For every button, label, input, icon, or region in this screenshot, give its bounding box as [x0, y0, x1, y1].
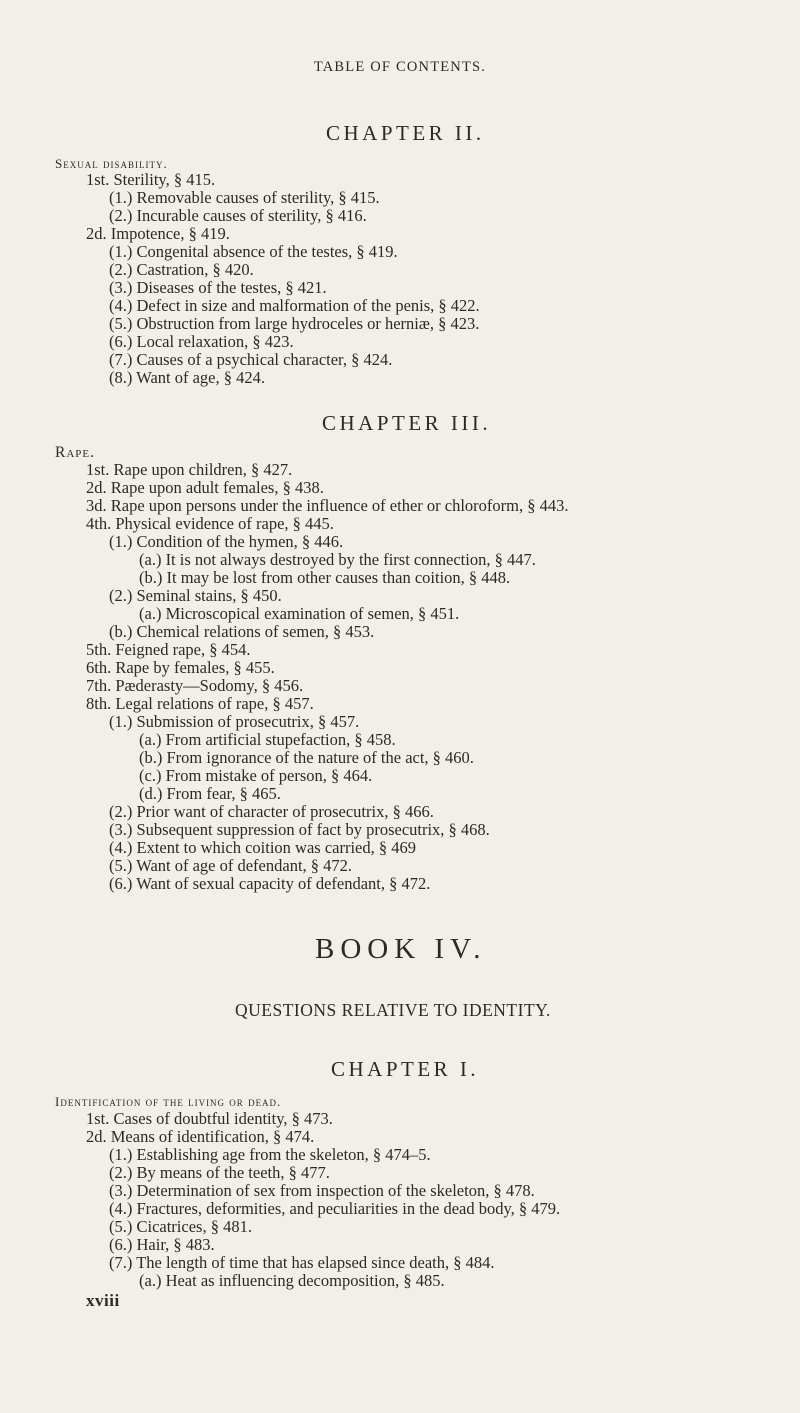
toc-entry: (2.) By means of the teeth, § 477.	[109, 1163, 330, 1182]
toc-entry: (2.) Prior want of character of prosecutrix, § 466.	[109, 802, 434, 821]
book-iv-heading: BOOK IV.	[315, 933, 487, 965]
toc-entry: (4.) Extent to which coition was carried, § 469	[109, 838, 416, 857]
toc-entry: (6.) Local relaxation, § 423.	[109, 332, 294, 351]
chapter-i-heading: CHAPTER I.	[331, 1057, 480, 1081]
toc-entry: (5.) Want of age of defendant, § 472.	[109, 856, 353, 875]
toc-entry: (2.) Seminal stains, § 450.	[109, 586, 282, 605]
chapter-iii-heading: CHAPTER III.	[322, 411, 492, 435]
toc-entry: (3.) Determination of sex from inspection of the skeleton, § 478.	[109, 1181, 535, 1200]
section-sexual-disability: Sexual disability.	[55, 156, 168, 171]
toc-entry: (a.) From artificial stupefaction, § 458.	[139, 730, 396, 749]
toc-entry: (b.) Chemical relations of semen, § 453.	[109, 622, 375, 641]
toc-entry: (a.) Microscopical examination of semen, § 451.	[139, 604, 460, 623]
toc-entry: (1.) Condition of the hymen, § 446.	[109, 532, 344, 551]
toc-entry: 5th. Feigned rape, § 454.	[86, 640, 251, 659]
toc-entry: 2d. Impotence, § 419.	[86, 224, 230, 243]
toc-entry: (d.) From fear, § 465.	[139, 784, 281, 803]
toc-entry: 3d. Rape upon persons under the influence of ether or chloroform, § 443.	[86, 496, 569, 515]
toc-entry: 4th. Physical evidence of rape, § 445.	[86, 514, 334, 533]
toc-entry: (3.) Subsequent suppression of fact by prosecutrix, § 468.	[109, 820, 490, 839]
toc-entry: (5.) Obstruction from large hydroceles or herniæ, § 423.	[109, 314, 480, 333]
toc-entry: (b.) It may be lost from other causes than coition, § 448.	[139, 568, 511, 587]
toc-entry: (a.) Heat as influencing decomposition, § 485.	[139, 1271, 445, 1290]
section-identification: Identification of the living or dead.	[55, 1094, 282, 1109]
toc-entry: (b.) From ignorance of the nature of the act, § 460.	[139, 748, 474, 767]
toc-entry: (c.) From mistake of person, § 464.	[139, 766, 373, 785]
toc-entry: (5.) Cicatrices, § 481.	[109, 1217, 252, 1236]
toc-entry: 2d. Rape upon adult females, § 438.	[86, 478, 324, 497]
running-head: TABLE OF CONTENTS.	[313, 59, 487, 75]
toc-entry: 7th. Pæderasty—Sodomy, § 456.	[86, 676, 304, 695]
toc-entry: 1st. Sterility, § 415.	[86, 170, 216, 189]
toc-entry: 1st. Rape upon children, § 427.	[86, 460, 293, 479]
toc-entry: 1st. Cases of doubtful identity, § 473.	[86, 1109, 333, 1128]
toc-entry: 2d. Means of identification, § 474.	[86, 1127, 315, 1146]
toc-entry: (6.) Hair, § 483.	[109, 1235, 215, 1254]
toc-entry: (6.) Want of sexual capacity of defendant, § 472.	[109, 874, 431, 893]
toc-entry: (1.) Removable causes of sterility, § 415.	[109, 188, 380, 207]
toc-entry: (8.) Want of age, § 424.	[109, 368, 265, 387]
toc-entry: (7.) Causes of a psychical character, § 424.	[109, 350, 393, 369]
toc-entry: 8th. Legal relations of rape, § 457.	[86, 694, 314, 713]
chapter-ii-heading: CHAPTER II.	[326, 121, 485, 145]
toc-entry: (a.) It is not always destroyed by the first connection, § 447.	[139, 550, 536, 569]
toc-entry: (2.) Castration, § 420.	[109, 260, 254, 279]
toc-entry: (3.) Diseases of the testes, § 421.	[109, 278, 327, 297]
toc-entry: (1.) Congenital absence of the testes, § 419.	[109, 242, 398, 261]
page-number: xviii	[86, 1291, 120, 1310]
toc-entry: (1.) Establishing age from the skeleton, § 474–5.	[109, 1145, 431, 1164]
toc-entry: (7.) The length of time that has elapsed since death, § 484.	[109, 1253, 495, 1272]
section-rape: Rape.	[55, 444, 95, 461]
book-iv-subtitle: QUESTIONS RELATIVE TO IDENTITY.	[235, 1000, 551, 1020]
toc-entry: (4.) Defect in size and malformation of the penis, § 422.	[109, 296, 480, 315]
toc-entry: (4.) Fractures, deformities, and peculiarities in the dead body, § 479.	[109, 1199, 561, 1218]
toc-entry: 6th. Rape by females, § 455.	[86, 658, 275, 677]
toc-entry: (1.) Submission of prosecutrix, § 457.	[109, 712, 360, 731]
toc-entry: (2.) Incurable causes of sterility, § 416.	[109, 206, 367, 225]
